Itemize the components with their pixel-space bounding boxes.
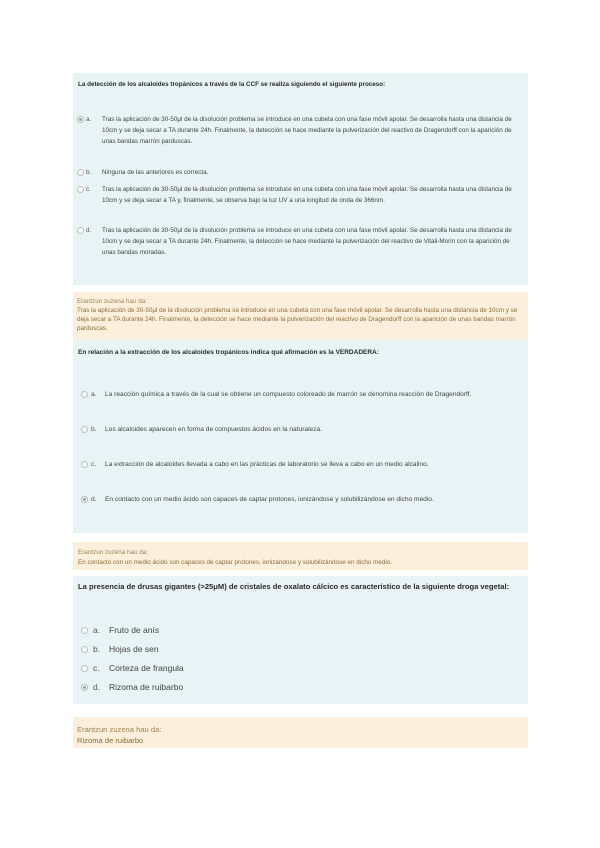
radio-button[interactable] (77, 227, 84, 234)
feedback-label: Erantzun zuzena hau da: (77, 725, 162, 734)
answer-option[interactable] (77, 184, 523, 206)
option-text: Rizoma de ruibarbo (109, 682, 184, 692)
correct-answer-feedback-1 (73, 292, 528, 340)
option-letter: a. (86, 116, 92, 123)
radio-button[interactable] (81, 627, 88, 634)
option-text: Tras la aplicación de 30-50μl de la disolución problema se introduce en una cubeta con una fase móvil apolar. Se desarrolla hasta una distancia de 10cm y se deja secar a TA y, finalmente, se observa bajo la luz UV a una longitud de onda de 366nm. (102, 186, 512, 204)
option-text: La extracción de alcaloides llevada a cabo en las prácticas de laboratorio se lleva a cabo en un medio alcalino. (105, 461, 429, 468)
radio-button[interactable] (81, 684, 88, 691)
option-text: Hojas de sen (109, 644, 159, 654)
answer-option[interactable] (77, 225, 523, 258)
radio-button[interactable] (81, 496, 88, 503)
option-text: Los alcaloides aparecen en forma de compuestos ácidos en la naturaleza. (105, 426, 322, 433)
answer-option[interactable] (81, 424, 521, 435)
feedback-label: Erantzun zuzena hau da: (77, 298, 148, 305)
radio-button[interactable] (81, 665, 88, 672)
answer-option[interactable] (81, 389, 521, 400)
option-letter: c. (91, 461, 97, 468)
option-text: Fruto de anís (109, 625, 160, 635)
radio-button[interactable] (77, 116, 84, 123)
feedback-label: Erantzun zuzena hau da: (78, 549, 149, 556)
radio-button[interactable] (77, 169, 84, 176)
answer-option[interactable] (81, 494, 521, 505)
question-1-text: La detección de los alcaloides tropánicos a través de la CCF se realiza siguiendo el siguiente proceso: (78, 81, 386, 88)
answer-option[interactable] (81, 644, 521, 655)
option-letter: d. (93, 682, 101, 692)
answer-option[interactable] (77, 167, 523, 178)
feedback-text: Rizoma de ruibarbo (77, 736, 144, 745)
option-text: La reacción química a través de la cual se obtiene un compuesto coloreado de marrón se denomina reacción de Dragendorff. (105, 391, 472, 398)
correct-answer-feedback-2 (73, 542, 528, 570)
option-text: Ninguna de las anteriores es correcta. (102, 169, 209, 176)
option-letter: a. (91, 391, 97, 398)
option-text: Tras la aplicación de 30-50μl de la disolución problema se introduce en una cubeta con una fase móvil apolar. Se desarrolla hasta una distancia de 10cm y se deja secar a TA durante 24h. Finalmente, la detección se hace mediante la pulverización del reactivo de Vitali-Morin con la aparición de unas bandas moradas. (102, 227, 512, 256)
answer-option[interactable] (77, 114, 523, 147)
radio-button[interactable] (81, 426, 88, 433)
option-letter: d. (86, 227, 92, 234)
answer-option[interactable] (81, 625, 521, 636)
radio-button[interactable] (81, 646, 88, 653)
option-letter: b. (86, 169, 92, 176)
option-text: En contacto con un medio ácido son capaces de captar protones, ionizándose y solubilizándose en dicho medio. (105, 496, 434, 503)
option-letter: c. (93, 663, 100, 673)
correct-answer-feedback-3 (73, 717, 528, 748)
answer-option[interactable] (81, 459, 521, 470)
option-letter: b. (91, 426, 97, 433)
radio-button[interactable] (81, 461, 88, 468)
option-letter: d. (91, 496, 97, 503)
radio-button[interactable] (81, 391, 88, 398)
option-letter: c. (86, 186, 91, 193)
radio-button[interactable] (77, 186, 84, 193)
question-3-text: La presencia de drusas gigantes (>25μM) de cristales de oxalato cálcico es característico de la siguiente droga vegetal: (78, 582, 510, 591)
answer-option[interactable] (81, 682, 521, 693)
option-letter: a. (93, 625, 101, 635)
option-text: Corteza de frangula (109, 663, 184, 673)
option-text: Tras la aplicación de 30-50μl de la disolución problema se introduce en una cubeta con una fase móvil apolar. Se desarrolla hasta una distancia de 10cm y se deja secar a TA durante 24h. Finalmente, la detección se hace mediante la pulverización del reactivo de Dragendorff con la aparición de unas bandas marrón parduscas. (102, 116, 512, 145)
option-letter: b. (93, 644, 101, 654)
feedback-text: En contacto con un medio ácido son capaces de captar protones, ionizándose y solubilizándose en dicho medio. (78, 559, 392, 566)
feedback-text: Tras la aplicación de 30-50μl de la disolución problema se introduce en una cubeta con una fase móvil apolar. Se desarrolla hasta una distancia de 10cm y se deja secar a TA durante 24h. Finalmente, la detección se hace mediante la pulverización del reactivo de Dragendorff con la aparición de unas bandas marrón parduscas. (77, 307, 518, 332)
question-2-text: En relación a la extracción de los alcaloides tropánicos indica qué afirmación es la VERDADERA: (78, 349, 379, 356)
answer-option[interactable] (81, 663, 521, 674)
